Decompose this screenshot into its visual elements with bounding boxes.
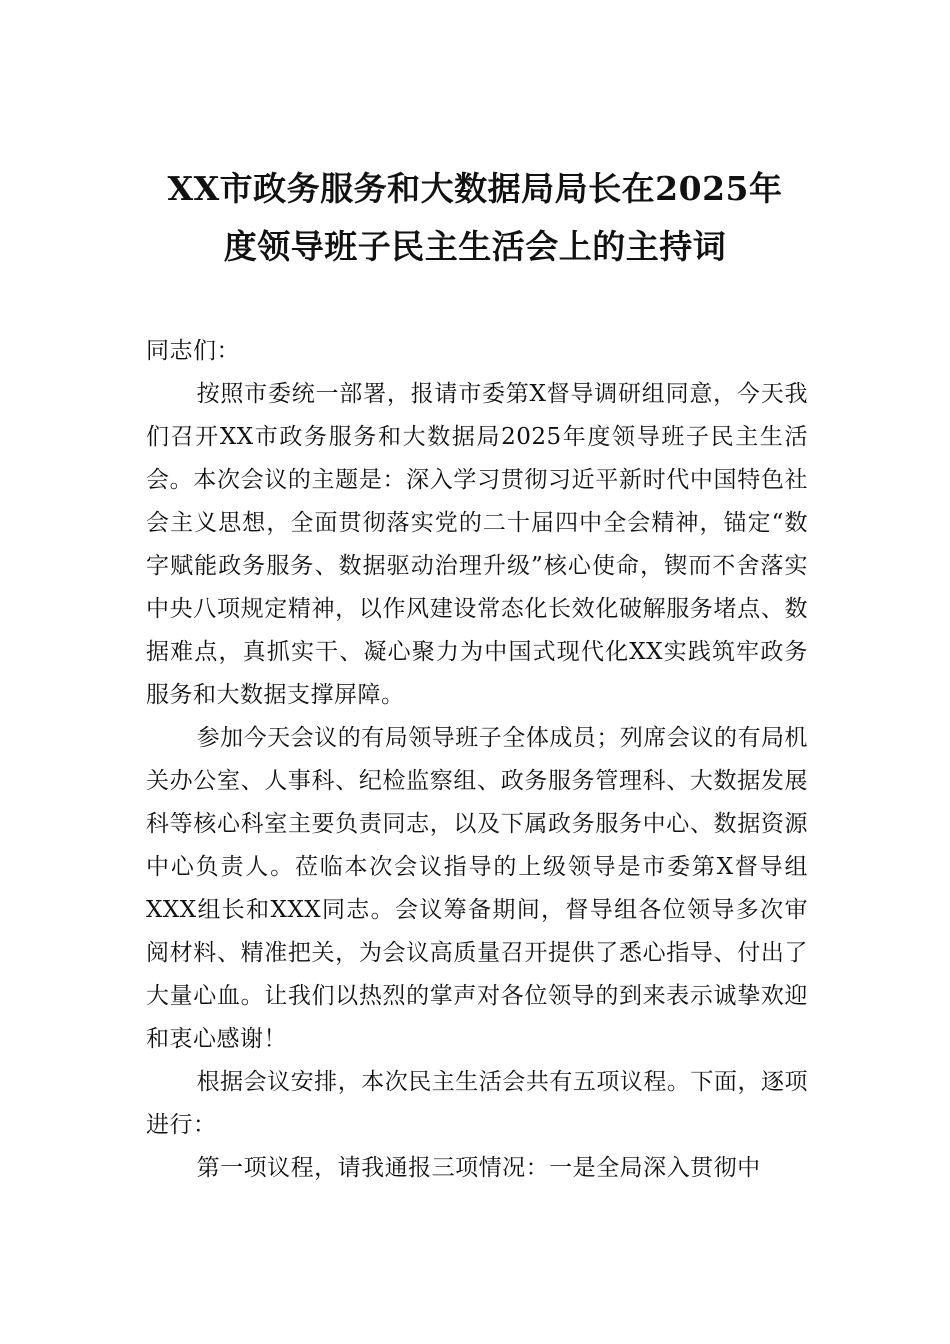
title-line-2: 度领导班子民主生活会上的主持词 bbox=[223, 227, 727, 266]
document-title bbox=[145, 160, 805, 276]
paragraph-4: 第一项议程，请我通报三项情况：一是全局深入贯彻中 bbox=[196, 1155, 761, 1181]
paragraph-2: 参加今天会议的有局领导班子全体成员；列席会议的有局机关办公室、人事科、纪检监察组、政务服务管理科、大数据发展科等核心科室主要负责同志，以及下属政务服务中心、数据资源中心负责人。莅临本次会议指导的上级领导是市委第X督导组XXX组长和XXX同志。会议筹备期间，督导组各位领导多次审阅材料、精准把关，为会议高质量召开提供了悉心指导、付出了大量心血。让我们以热烈的掌声对各位领导的到来表示诚挚欢迎和衷心感谢！ bbox=[146, 725, 808, 1052]
paragraph-3: 根据会议安排，本次民主生活会共有五项议程。下面，逐项进行： bbox=[146, 1069, 808, 1138]
document-body bbox=[146, 330, 808, 1190]
title-line-1: XX市政务服务和大数据局局长在2025年 bbox=[167, 169, 783, 208]
salutation: 同志们： bbox=[146, 338, 240, 364]
paragraph-1: 按照市委统一部署，报请市委第X督导调研组同意，今天我们召开XX市政务服务和大数据局2025年度领导班子民主生活会。本次会议的主题是：深入学习贯彻习近平新时代中国特色社会主义思想，全面贯彻落实党的二十届四中全会精神，锚定“数字赋能政务服务、数据驱动治理升级”核心使命，锲而不舍落实中央八项规定精神，以作风建设常态化长效化破解服务堵点、数据难点，真抓实干、凝心聚力为中国式现代化XX实践筑牢政务服务和大数据支撑屏障。 bbox=[146, 381, 808, 708]
